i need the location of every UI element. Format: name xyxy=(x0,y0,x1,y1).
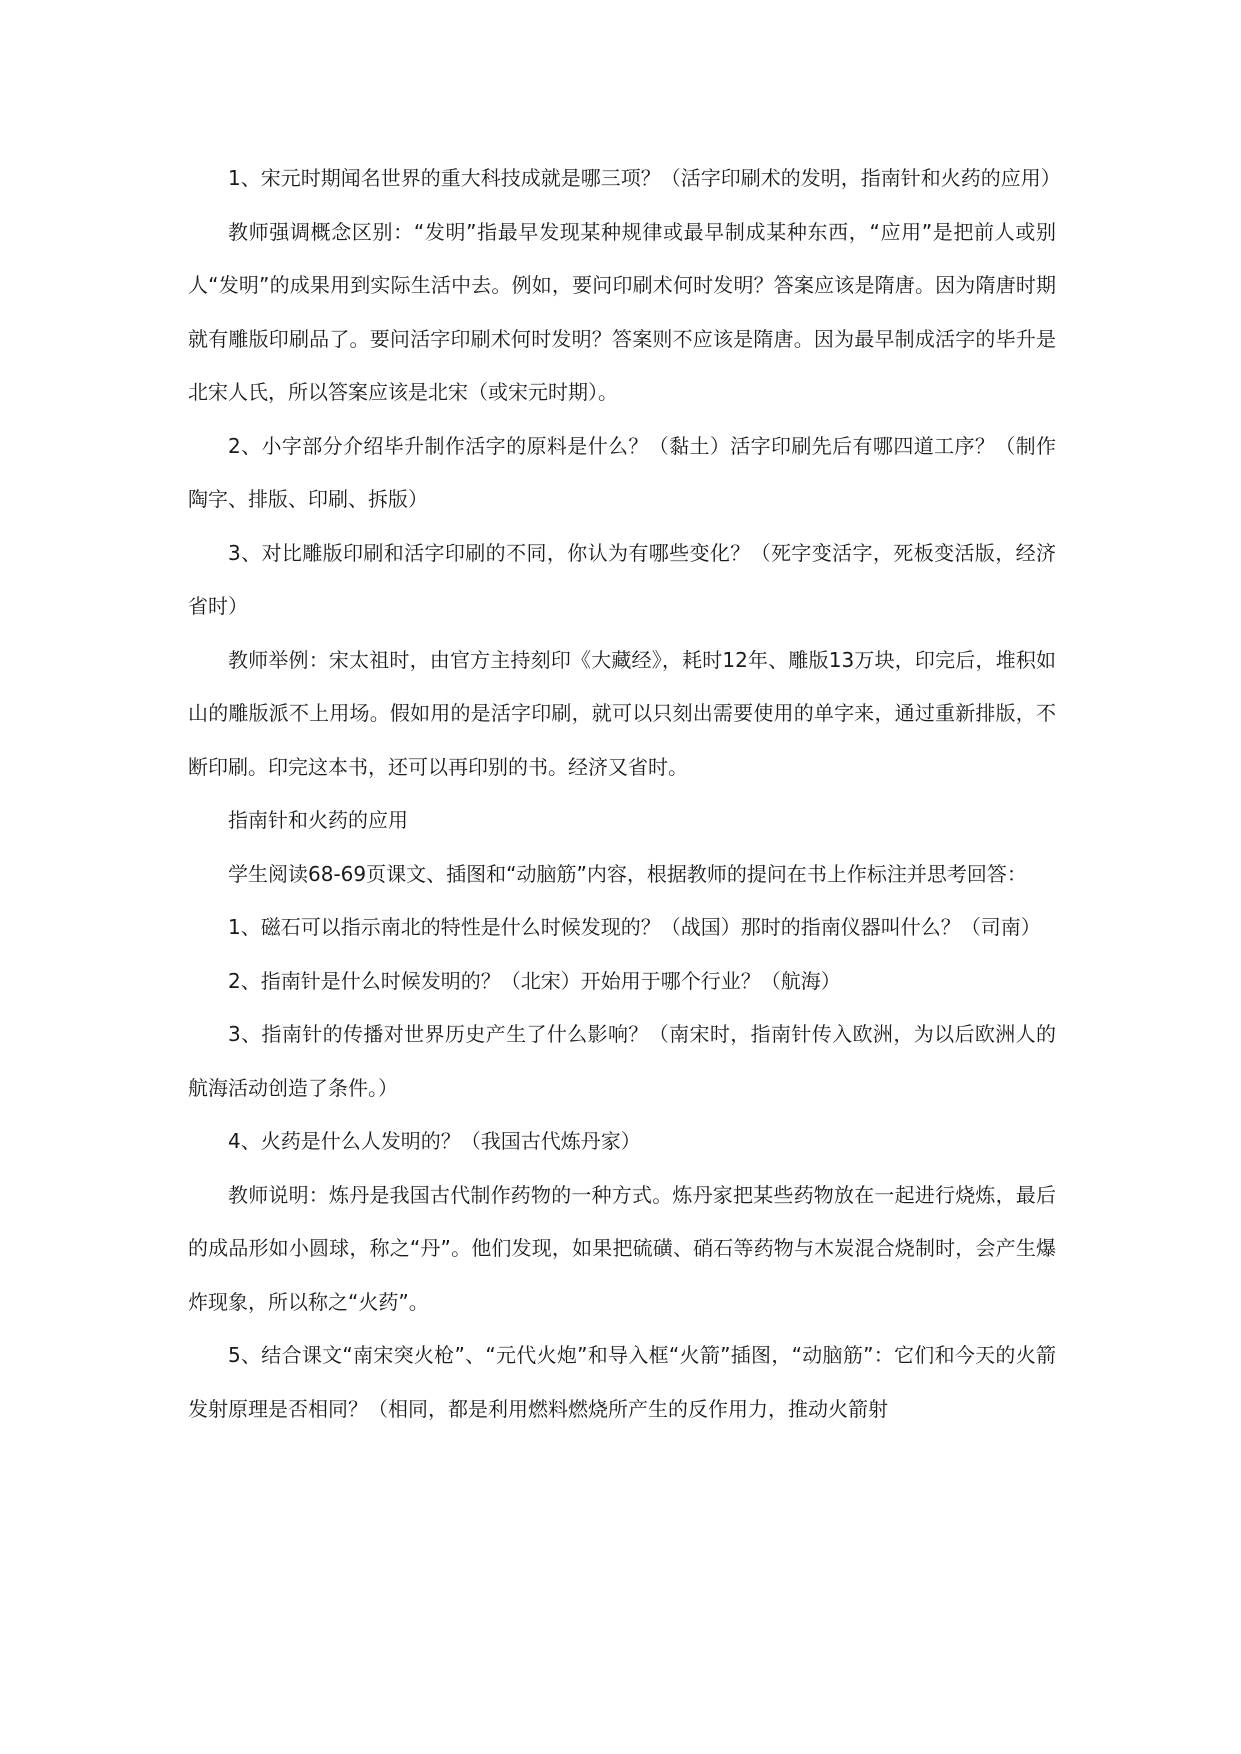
paragraph-q2-movable-type-materials: 2、小字部分介绍毕升制作活字的原料是什么？（黏土）活字印刷先后有哪四道工序？（制作陶字、排版、印刷、拆版） xyxy=(188,433,1056,511)
paragraph-teacher-example: 教师举例：宋太祖时，由官方主持刻印《大藏经》，耗时12年、雕版13万块，印完后，堆积如山的雕版派不上用场。假如用的是活字印刷，就可以只刻出需要使用的单字来，通过重新排版，不断印刷。印完这本书，还可以再印别的书。经济又省时。 xyxy=(188,647,1056,779)
paragraph-q3-printing-comparison: 3、对比雕版印刷和活字印刷的不同，你认为有哪些变化？（死字变活字，死板变活版，经济省时） xyxy=(188,540,1056,618)
paragraph-q2-compass: 2、指南针是什么时候发明的？（北宋）开始用于哪个行业？（航海） xyxy=(228,968,841,993)
section-heading-compass-gunpowder: 指南针和火药的应用 xyxy=(228,808,408,832)
paragraph-teacher-alchemy: 教师说明：炼丹是我国古代制作药物的一种方式。炼丹家把某些药物放在一起进行烧炼，最后的成品形如小圆球，称之“丹”。他们发现，如果把硫磺、硝石等药物与木炭混合烧制时，会产生爆炸现象，所以称之“火药”。 xyxy=(188,1182,1056,1314)
paragraph-q5-rocket: 5、结合课文“南宋突火枪”、“元代火炮”和导入框“火箭”插图，“动脑筋”：它们和今天的火箭发射原理是否相同？（相同，都是利用燃料燃烧所产生的反作用力，推动火箭射 xyxy=(188,1343,1056,1421)
paragraph-q4-gunpowder: 4、火药是什么人发明的？（我国古代炼丹家） xyxy=(228,1129,641,1153)
paragraph-q3-compass-influence: 3、指南针的传播对世界历史产生了什么影响？（南宋时，指南针传入欧洲，为以后欧洲人的航海活动创造了条件。） xyxy=(188,1022,1056,1100)
document-body xyxy=(188,152,1061,1436)
paragraph-q1-magnet: 1、磁石可以指示南北的特性是什么时候发现的？（战国）那时的指南仪器叫什么？（司南） xyxy=(228,915,1041,939)
paragraph-student-reading: 学生阅读68-69页课文、插图和“动脑筋”内容，根据教师的提问在书上作标注并思考回答： xyxy=(228,861,1027,886)
paragraph-q1-achievements: 1、宋元时期闻名世界的重大科技成就是哪三项？（活字印刷术的发明，指南针和火药的应用） xyxy=(228,166,1061,190)
paragraph-teacher-concept-distinction: 教师强调概念区别：“发明”指最早发现某种规律或最早制成某种东西，“应用”是把前人或别人“发明”的成果用到实际生活中去。例如，要问印刷术何时发明？答案应该是隋唐。因为隋唐时期就有雕版印刷品了。要问活字印刷术何时发明？答案则不应该是隋唐。因为最早制成活字的毕升是北宋人氏，所以答案应该是北宋（或宋元时期）。 xyxy=(188,219,1056,404)
